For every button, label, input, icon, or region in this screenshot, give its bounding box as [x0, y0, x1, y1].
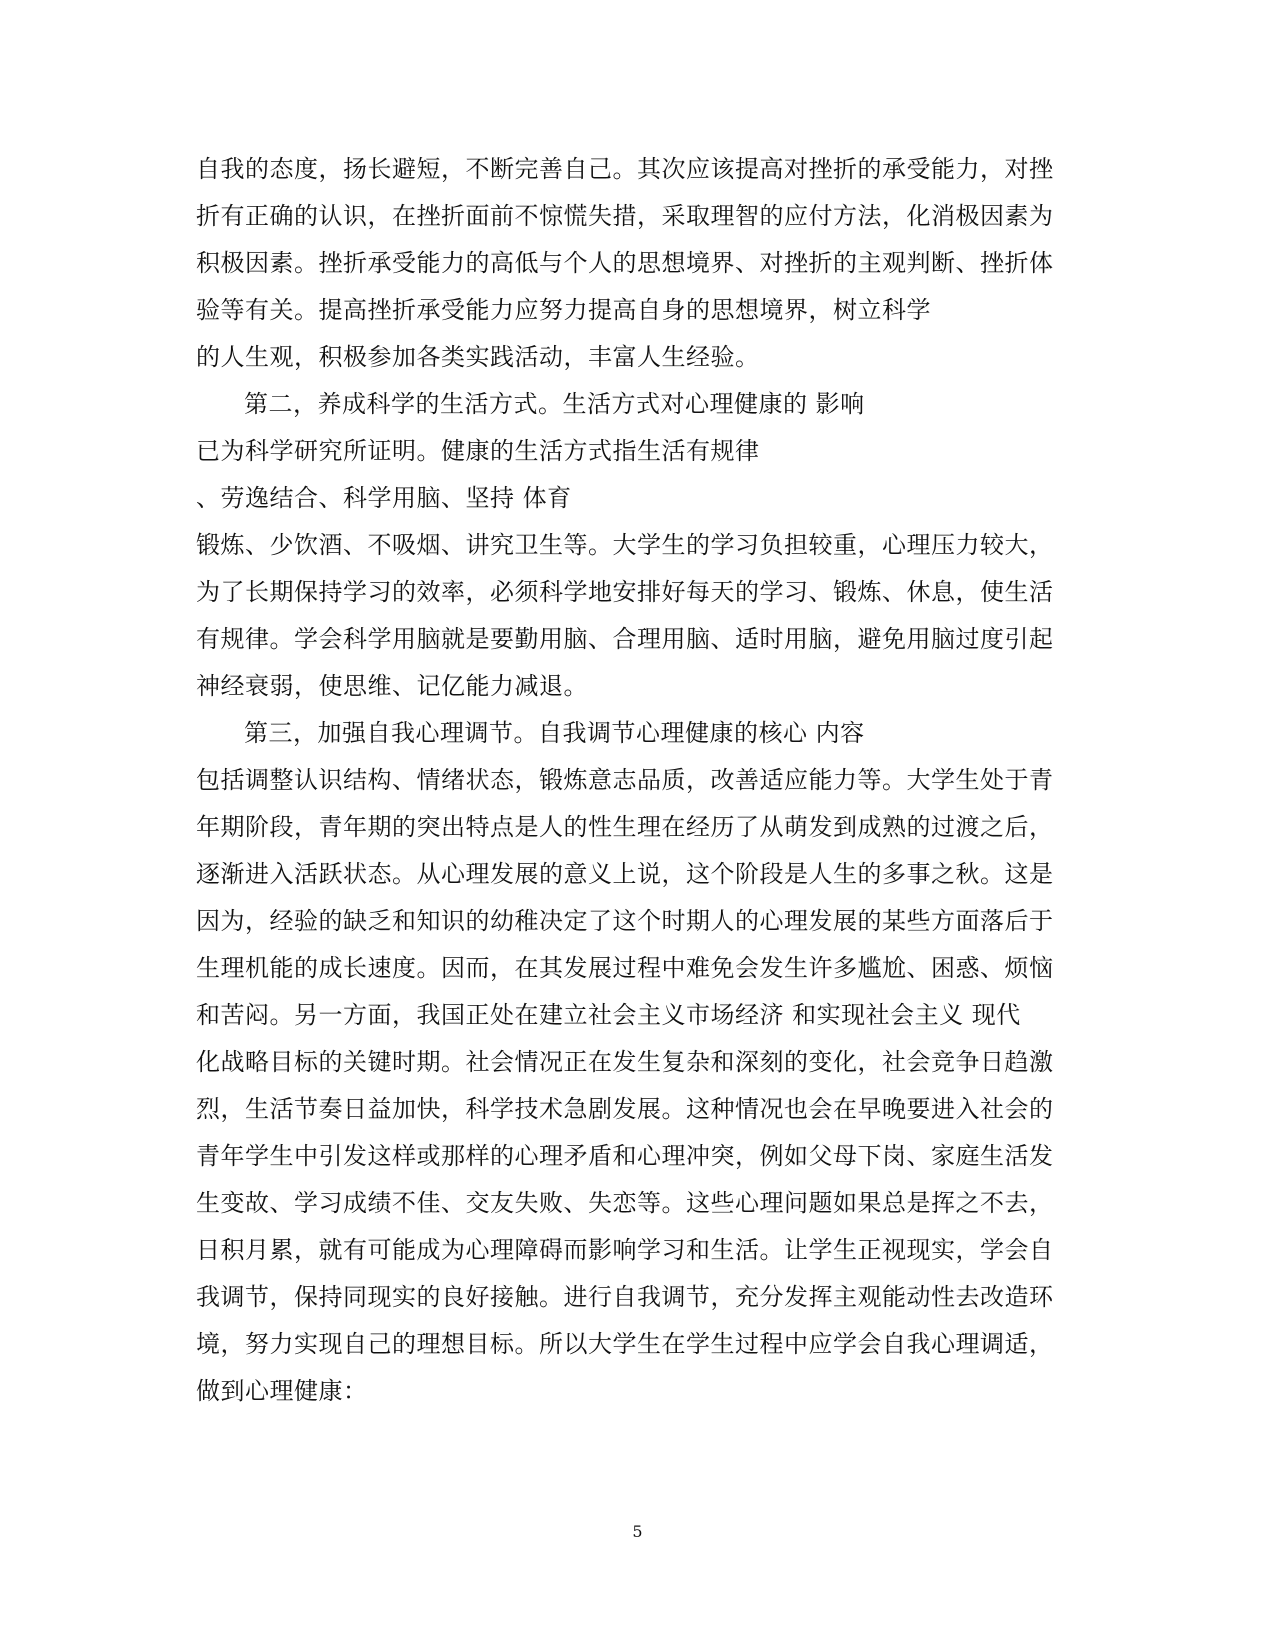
text-line: 神经衰弱，使思维、记亿能力减退。 — [196, 672, 588, 700]
text-line: 、劳逸结合、科学用脑、坚持 体育 — [196, 484, 572, 512]
paragraph-first-line: 第二，养成科学的生活方式。生活方式对心理健康的 影响 — [244, 390, 865, 418]
text-line: 青年学生中引发这样或那样的心理矛盾和心理冲突，例如父母下岗、家庭生活发 — [196, 1142, 1054, 1170]
text-line: 日积月累，就有可能成为心理障碍而影响学习和生活。让学生正视现实，学会自 — [196, 1236, 1054, 1264]
text-line: 生变故、学习成绩不佳、交友失败、失恋等。这些心理问题如果总是挥之不去， — [196, 1189, 1054, 1217]
text-line: 折有正确的认识，在挫折面前不惊慌失措，采取理智的应付方法，化消极因素为 — [196, 202, 1054, 230]
text-line: 和苦闷。另一方面，我国正处在建立社会主义市场经济 和实现社会主义 现代 — [196, 1001, 1021, 1029]
text-line: 为了长期保持学习的效率，必须科学地安排好每天的学习、锻炼、休息，使生活 — [196, 578, 1054, 606]
text-line: 的人生观，积极参加各类实践活动，丰富人生经验。 — [196, 343, 760, 371]
text-line: 生理机能的成长速度。因而，在其发展过程中难免会发生许多尴尬、困惑、烦恼 — [196, 954, 1054, 982]
text-line: 锻炼、少饮酒、不吸烟、讲究卫生等。大学生的学习负担较重，心理压力较大， — [196, 531, 1054, 559]
text-line: 烈，生活节奏日益加快，科学技术急剧发展。这种情况也会在早晚要进入社会的 — [196, 1095, 1054, 1123]
text-line: 自我的态度，扬长避短，不断完善自己。其次应该提高对挫折的承受能力，对挫 — [196, 155, 1054, 183]
text-line: 化战略目标的关键时期。社会情况正在发生复杂和深刻的变化，社会竞争日趋激 — [196, 1048, 1054, 1076]
text-line: 我调节，保持同现实的良好接触。进行自我调节，充分发挥主观能动性去改造环 — [196, 1283, 1054, 1311]
text-line: 已为科学研究所证明。健康的生活方式指生活有规律 — [196, 437, 760, 465]
paragraph-first-line: 第三，加强自我心理调节。自我调节心理健康的核心 内容 — [244, 719, 865, 747]
text-line: 逐渐进入活跃状态。从心理发展的意义上说，这个阶段是人生的多事之秋。这是 — [196, 860, 1054, 888]
page-number: 5 — [632, 1522, 643, 1541]
text-line: 境，努力实现自己的理想目标。所以大学生在学生过程中应学会自我心理调适， — [196, 1330, 1054, 1358]
text-line: 验等有关。提高挫折承受能力应努力提高自身的思想境界，树立科学 — [196, 296, 931, 324]
text-line: 年期阶段，青年期的突出特点是人的性生理在经历了从萌发到成熟的过渡之后， — [196, 813, 1054, 841]
text-line: 有规律。学会科学用脑就是要勤用脑、合理用脑、适时用脑，避免用脑过度引起 — [196, 625, 1054, 653]
text-line: 因为，经验的缺乏和知识的幼稚决定了这个时期人的心理发展的某些方面落后于 — [196, 907, 1054, 935]
text-line: 包括调整认识结构、情绪状态，锻炼意志品质，改善适应能力等。大学生处于青 — [196, 766, 1054, 794]
text-line: 积极因素。挫折承受能力的高低与个人的思想境界、对挫折的主观判断、挫折体 — [196, 249, 1054, 277]
text-line: 做到心理健康： — [196, 1377, 368, 1405]
